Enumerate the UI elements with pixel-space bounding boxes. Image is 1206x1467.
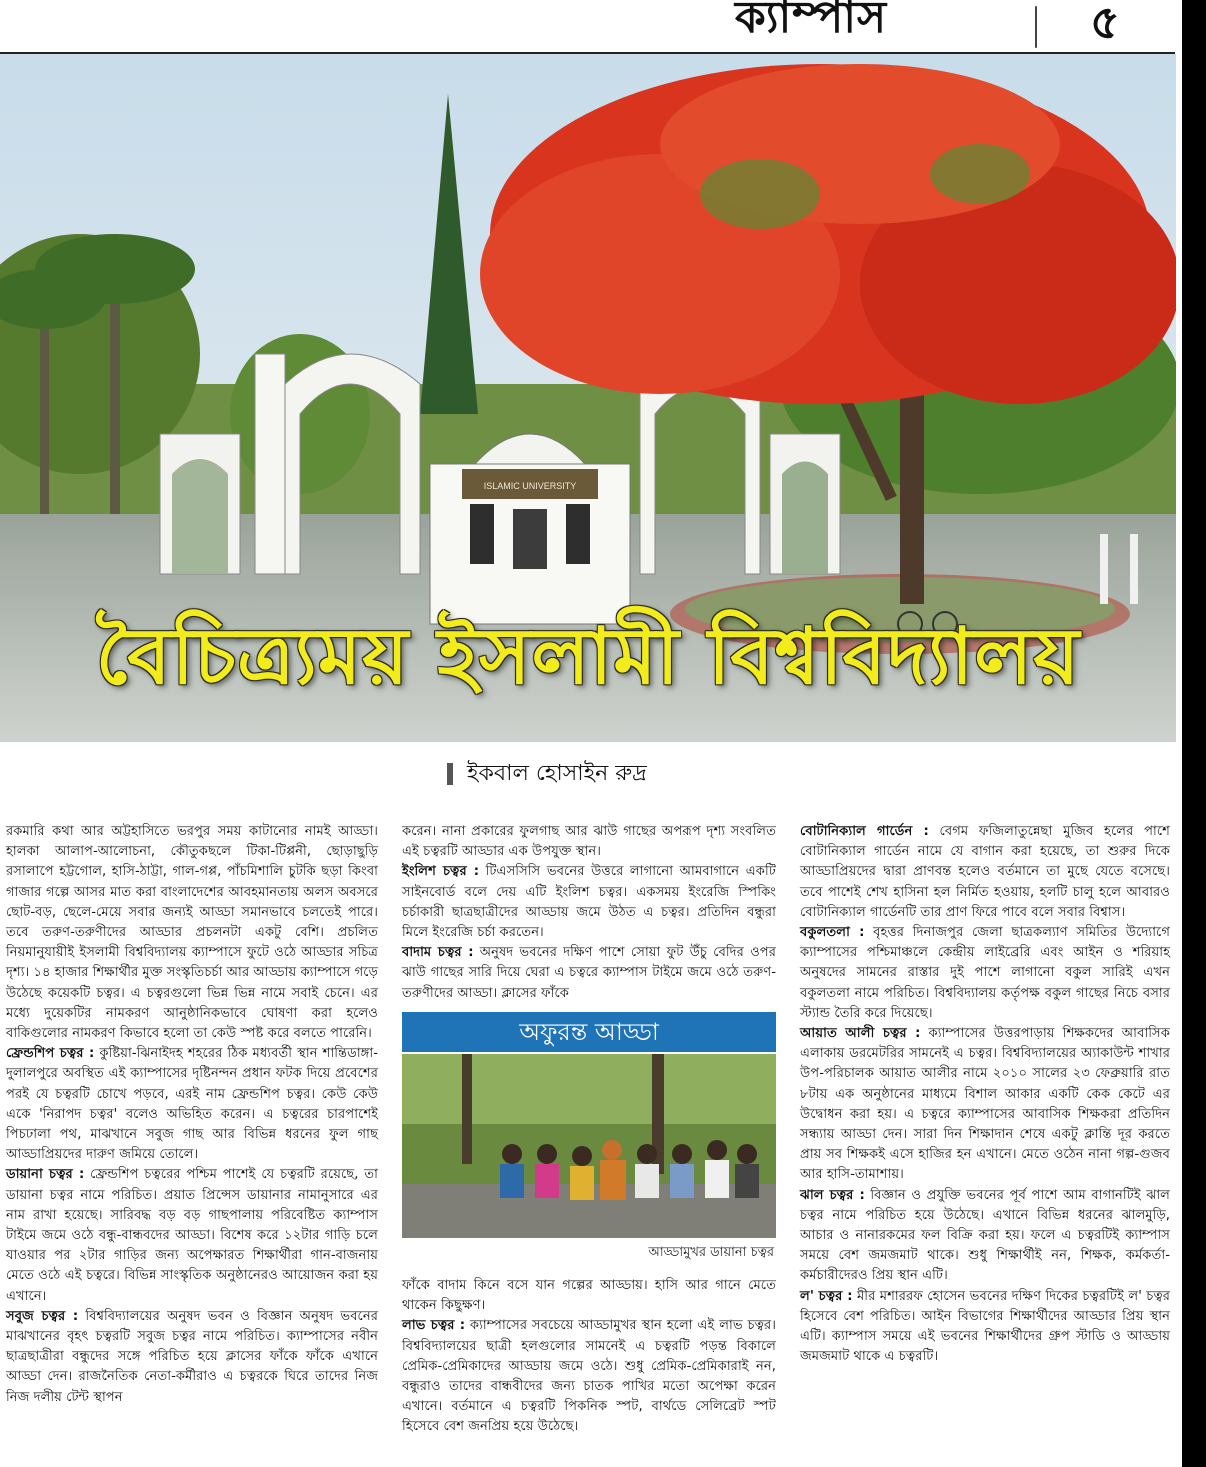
byline-bar — [447, 763, 453, 785]
page-edge-strip — [1182, 0, 1206, 1467]
headline: বৈচিত্র্যময় ইসলামী বিশ্ববিদ্যালয় — [95, 611, 1081, 702]
gate-sign-text: ISLAMIC UNIVERSITY — [483, 481, 577, 491]
article-column-3 — [800, 822, 1170, 1367]
photo-caption: আড্ডামুখর ডায়ানা চত্বর — [648, 1245, 774, 1260]
english-heading: ইংলিশ চত্বর : — [402, 864, 479, 880]
diana-heading: ডায়ানা চত্বর : — [6, 1167, 85, 1183]
botanical-heading: বোটানিক্যাল গার্ডেন : — [800, 824, 929, 839]
article-column-2 — [402, 822, 776, 1004]
law-paragraph — [800, 1287, 1170, 1368]
article-column-2-bottom — [402, 1276, 776, 1438]
jhal-paragraph — [800, 1186, 1170, 1287]
love-heading: লাভ চত্বর : — [402, 1318, 465, 1334]
love-body: ক্যাম্পাসের সবচেয়ে আড্ডামুখর স্থান হলো এই লাভ চত্বর। বিশ্ববিদ্যালয়ের ছাত্রী হলগুলোর সামনেই এ চত্বরটি পড়ন্ত বিকালে প্রেমিক-প্রেমিকাদের আড্ডায় জমে ওঠে। শুধু প্রেমিক-প্রেমিকারাই নন, বন্ধুরাও তাদের বান্ধবীদের জন্য চাতক পাখির মতো অপেক্ষা করেন এখানে। বর্তমানে এ চত্বরটি পিকনিক স্পট, বার্থডে সেলিব্রেট স্পট হিসেবে বেশ জনপ্রিয় হয়ে উঠেছে। — [402, 1318, 776, 1435]
friendship-paragraph — [6, 1044, 378, 1165]
masthead-divider — [1035, 6, 1037, 48]
friendship-body: কুষ্টিয়া-ঝিনাইদহ শহরের ঠিক মধ্যবর্তী স্থান শান্তিডাঙ্গা-দুলালপুরে অবস্থিত এই ক্যাম্পাসের দৃষ্টিনন্দন প্রধান ফটক দিয়ে প্রবেশের পরই যে চত্বরটি চোখে পড়বে, এরই নাম ফ্রেন্ডশিপ চত্বর। কেউ কেউ একে 'নিরাপদ চত্বর' বলেও অভিহিত করেন। এ চত্বরের চারপাশেই পিচঢালা পথ, মাঝখানে সবুজ গাছ আর বিভিন্ন ধরনের ফুল গাছ আড্ডাপ্রিয়দের দারুণ জমিয়ে তোলে। — [6, 1046, 378, 1163]
love-paragraph — [402, 1316, 776, 1437]
masthead — [0, 0, 1206, 60]
sidebar-title: অফুরন্ত আড্ডা — [402, 1012, 776, 1052]
sobuj-heading: সবুজ চত্বর : — [6, 1308, 79, 1324]
jhal-heading: ঝাল চত্বর : — [800, 1187, 865, 1203]
byline-author: ইকবাল হোসাইন রুদ্র — [467, 761, 647, 786]
diana-paragraph — [6, 1165, 378, 1306]
bokul-body: বৃহত্তর দিনাজপুর জেলা ছাত্রকল্যাণ সমিতির উদ্যোগে ক্যাম্পাসের পশ্চিমাঞ্চলে কেন্দ্রীয় লাইব্রেরি এবং আইন ও শরিয়াহ অনুষদের সামনের রাস্তার দুই পাশে লাগানো বকুল সারিই এখন বকুলতলা নামে পরিচিত। বিশ্ববিদ্যালয় কর্তৃপক্ষ বকুল গাছের নিচে বসার স্ট্যান্ড তৈরি করে দিয়েছে। — [800, 925, 1170, 1021]
botanical-body: বেগম ফজিলাতুন্নেছা মুজিব হলের পাশে বোটানিক্যাল গার্ডেন নামে যে বাগান করা হয়েছে, তা শুরুর দিকে আড্ডাপ্রিয়দের দ্বারা প্রাণবন্ত হলেও বর্তমানে তা মুছে যেতে বসেছে। তবে পাশেই শেখ হাসিনা হল নির্মিত হওয়ায়, হলটি চালু হলে আবারও বোটানিক্যাল গার্ডেনটি তার প্রাণ ফিরে পাবে বলে সবার বিশ্বাস। — [800, 824, 1170, 920]
law-heading: ল' চত্বর : — [800, 1288, 853, 1304]
botanical-paragraph — [800, 822, 1170, 923]
badam-body: অনুষদ ভবনের দক্ষিণ পাশে সোয়া ফুট উঁচু বেদির ওপর ঝাউ গাছের সারি দিয়ে ঘেরা এ চত্বরে ক্যাম্পাস টাইমে জমে ওঠে তরুণ-তরুণীদের আড্ডা। ক্লাসের ফাঁকে — [402, 945, 776, 1001]
friendship-heading: ফ্রেন্ডশিপ চত্বর : — [6, 1046, 95, 1062]
bokul-heading: বকুলতলা : — [800, 925, 865, 941]
ayat-heading: আয়াত আলী চত্বর : — [800, 1026, 921, 1042]
col2-continuation-2: ফাঁকে বাদাম কিনে বসে যান গল্পের আড্ডায়। হাসি আর গানে মেতে থাকেন কিছুক্ষণ। — [402, 1278, 776, 1314]
ayat-body: ক্যাম্পাসের উত্তরপাড়ায় শিক্ষকদের আবাসিক এলাকায় ডরমেটরির সামনেই এ চত্বর। বিশ্ববিদ্যালয়ের অ্যাকাউন্ট শাখার উপ-পরিচালক আয়াত আলীর নামে ২০১০ সালের ২৩ ফেব্রুয়ারি রাত ৮টায় এক অনুষ্ঠানের মাধ্যমে বিশাল আকার একটি কেক কেটে এর উদ্বোধন করা হয়। এ চত্বরে ক্যাম্পাসের আবাসিক শিক্ষকরা প্রতিদিন সন্ধ্যায় আড্ডা দেন। সারা দিন শিক্ষাদান শেষে একটু ক্লান্তি দূর করতে প্রায় সব শিক্ষকই এসে হাজির হন এখানে। মেতে ওঠেন নানা গল্প-গুজব আর হাসি-তামাশায়। — [800, 1026, 1170, 1183]
badam-paragraph — [402, 943, 776, 1004]
sobuj-paragraph — [6, 1307, 378, 1408]
diana-body: ফ্রেন্ডশিপ চত্বরের পশ্চিম পাশেই যে চত্বরটি রয়েছে, তা ডায়ানা চত্বর নামে পরিচিত। প্রয়াত প্রিন্সেস ডায়ানার নামানুসারে এর নাম রাখা হয়েছে। সারিবদ্ধ বড় বড় গাছপালায় পরিবেষ্টিত ক্যাম্পাস টাইমে জমে ওঠে বন্ধু-বান্ধবদের আড্ডা। বিশেষ করে ১২টার গাড়ি চলে যাওয়ার পর ২টার গাড়ির জন্য অপেক্ষারত শিক্ষার্থীরা গান-বাজনায় মেতে ওঠে এই চত্বরে। বিভিন্ন সাংস্কৃতিক অনুষ্ঠানেরও আয়োজন করা হয় এখানে। — [6, 1167, 379, 1304]
sobuj-body: বিশ্ববিদ্যালয়ের অনুষদ ভবন ও বিজ্ঞান অনুষদ ভবনের মাঝখানের বৃহৎ চত্বরটি সবুজ চত্বর নামে পরিচিত। ক্যাম্পাসের নবীন ছাত্রছাত্রীরা বন্ধুদের সঙ্গে পরিচিত হয়ে ক্লাসের ফাঁকে ফাঁকে এখানে আড্ডা দেন। রাজনৈতিক নেতা-কর্মীরাও এ চত্বরকে ঘিরে তাদের নিজ নিজ দলীয় টেন্ট স্থাপন — [6, 1308, 378, 1405]
col2-continuation: করেন। নানা প্রকারের ফুলগাছ আর ঝাউ গাছের অপরূপ দৃশ্য সংবলিত এই চত্বরটি আড্ডার এক উপযুক্ত স্থান। — [402, 824, 776, 860]
bokul-paragraph — [800, 923, 1170, 1024]
sidebar-photo — [402, 1054, 776, 1238]
english-body: টিএসসিসি ভবনের উত্তরে লাগানো আমবাগানে একটি সাইনবোর্ড বলে দেয় এটি ইংলিশ চত্বর। একসময় ইংরেজি স্পিকিং চর্চাকারী ছাত্রছাত্রীদের আড্ডায় জমে উঠত এ চত্বর। প্রতিদিন বন্ধুরা মিলে ইংরেজি চর্চা করতেন। — [402, 864, 776, 941]
ayat-paragraph — [800, 1024, 1170, 1186]
byline — [447, 756, 647, 793]
english-paragraph — [402, 862, 776, 943]
jhal-body: বিজ্ঞান ও প্রযুক্তি ভবনের পূর্ব পাশে আম বাগানটিই ঝাল চত্বর নামে পরিচিত হয়ে উঠেছে। এখানে বিভিন্ন ধরনের ঝালমুড়ি, আচার ও নানারকমের ফল বিক্রি করা হয়। ফলে এ চত্বরটিই ক্যাম্পাস সময়ে বেশ জমজমাট থাকে। শুধু শিক্ষার্থীই নন, শিক্ষক, কর্মকর্তা-কর্মচারীদেরও প্রিয় স্থান এটি। — [800, 1187, 1170, 1284]
students-gathering-illustration — [402, 1054, 776, 1238]
law-body: মীর মশাররফ হোসেন ভবনের দক্ষিণ দিকের চত্বরটিই ল' চত্বর হিসেবে বেশ পরিচিত। আইন বিভাগের শিক্ষার্থীদের আড্ডার প্রিয় স্থান এটি। ক্যাম্পাস সময়ে এই ভবনের শিক্ষার্থীদের গ্রুপ স্টাডি ও আড্ডায় জমজমাট থাকে এ চত্বরটি। — [800, 1288, 1171, 1365]
badam-heading: বাদাম চত্বর : — [402, 945, 474, 961]
intro-paragraph: রকমারি কথা আর অট্টহাসিতে ভরপুর সময় কাটানোর নামই আড্ডা। হালকা আলাপ-আলোচনা, কৌতুকছলে টিকা-টিপ্পনী, ছোড়াছুড়ি রসালাপে হট্টগোল, হাসি-ঠাট্টা, গাল-গপ্প, পাঁচমিশালি চুটকি ছড়া কিংবা গাজার গল্পে আসর মাত করা বাংলাদেশের আবহমানতায় অলস অবসরে ছোট-বড়, ছেলে-মেয়ে সবার জন্যই আড্ডা সমানভাবে চলতেই পারে। তবে তরুণ-তরুণীদের আড্ডার প্রচলনটা একটু বেশি। প্রচলিত নিয়মানুযায়ীই ইসলামী বিশ্ববিদ্যালয় ক্যাম্পাসে ফুটে ওঠে আড্ডার সচিত্র দৃশ্য। ১৪ হাজার শিক্ষার্থীর মুক্ত সংস্কৃতিচর্চা আর আড্ডায় ক্যাম্পাসে গড়ে উঠেছে কয়েকটি চত্বর। এ চত্বরগুলো ভিন্ন ভিন্ন নামে সবাই চেনে। এর মধ্যে দুয়েকটির নামকরণ আনুষ্ঠানিকভাবে ঘোষণা করা হলেও বাকিগুলোর নামকরণ কিভাবে হলো তা কেউ স্পষ্ট করে বলতে পারেনি। — [6, 824, 378, 1042]
section-label: ক্যাম্পাস — [735, 0, 888, 43]
page-number: ৫ — [1090, 0, 1120, 49]
article-column-1 — [6, 822, 378, 1408]
